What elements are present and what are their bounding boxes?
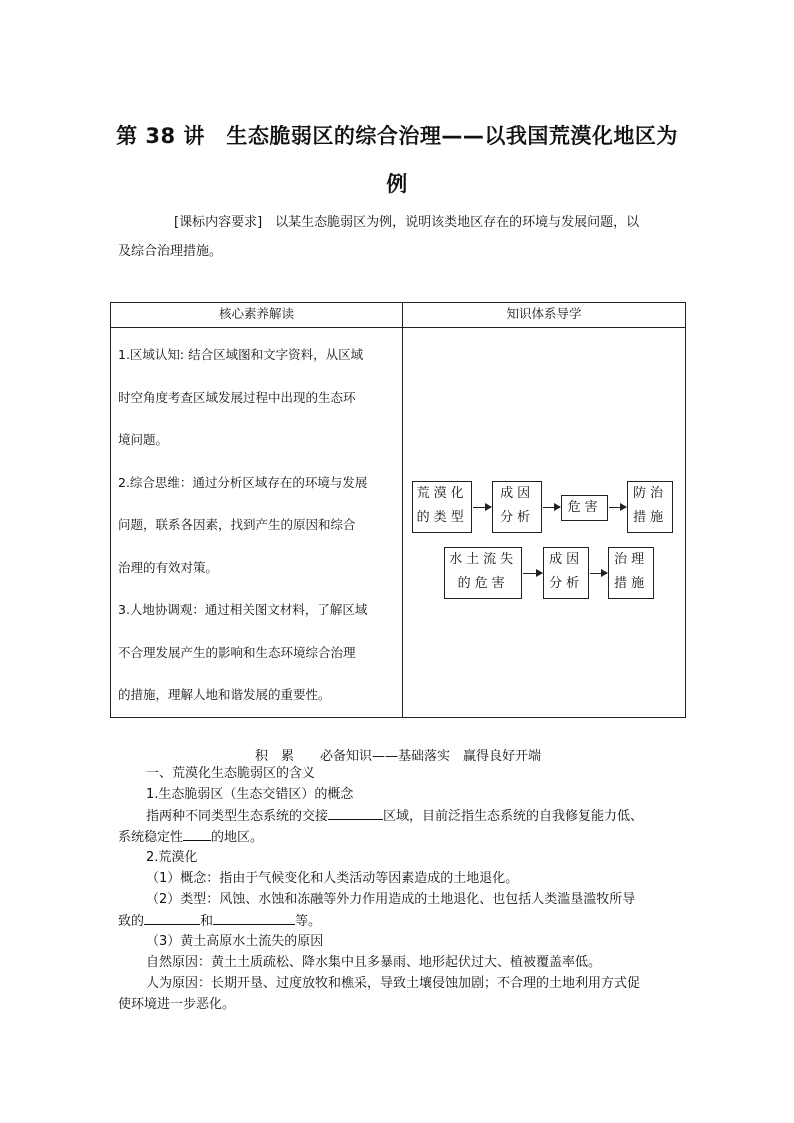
flow-box-text: 成因 — [500, 486, 535, 501]
literacy-line: 治理的有效对策。 — [118, 559, 219, 575]
paragraph-line — [118, 911, 686, 932]
heading-1: 一、荒漠化生态脆弱区的含义 — [146, 766, 316, 781]
paragraph-line — [118, 806, 686, 827]
paragraph-line: （1）概念：指由于气候变化和人类活动等因素造成的土地退化。 — [146, 871, 519, 886]
table-header-core-literacy: 核心素养解读 — [111, 303, 403, 328]
literacy-line: 3.人地协调观：通过相关图文材料，了解区域 — [118, 602, 368, 617]
fill-blank[interactable] — [183, 827, 211, 841]
literacy-line: 2.综合思维：通过分析区域存在的环境与发展 — [118, 474, 368, 490]
literacy-line: 不合理发展产生的影响和生态环境综合治理 — [118, 644, 356, 660]
flow-box-text: 措施 — [633, 510, 668, 525]
text-span: 致的 — [118, 914, 145, 929]
title-line-1: 第 38 讲 生态脆弱区的综合治理——以我国荒漠化地区为 — [116, 124, 678, 148]
flow-box-soil-erosion-harm — [444, 547, 522, 599]
paragraph-types-2 — [118, 911, 686, 932]
fill-blank[interactable] — [144, 911, 200, 925]
page-title — [110, 112, 684, 208]
title-line-2: 例 — [386, 172, 408, 196]
flow-box-text: 防治 — [633, 486, 668, 501]
knowledge-diagram-cell — [403, 328, 686, 718]
flow-box-treatment — [608, 547, 654, 599]
literacy-line: 问题，联系各因素，找到产生的原因和综合 — [118, 517, 356, 532]
literacy-table — [110, 302, 686, 718]
flow-box-harm — [561, 495, 608, 521]
flow-box-prevention — [627, 481, 673, 533]
literacy-line: 1.区域认知: 结合区域图和文字资料，从区域 — [118, 347, 364, 362]
flow-box-text: 措施 — [614, 576, 649, 591]
flow-arrow — [543, 507, 560, 508]
heading-meaning — [118, 764, 686, 784]
text-span: 和 — [200, 914, 214, 929]
fill-blank[interactable] — [328, 806, 383, 820]
text-span: 系统稳定性 — [118, 830, 184, 845]
flow-arrow — [609, 507, 626, 508]
flow-box-text: 成因 — [549, 552, 584, 567]
paragraph-line: （3）黄土高原水土流失的原因 — [146, 934, 324, 949]
flow-box-text: 的类型 — [416, 510, 468, 525]
literacy-line: 境问题。 — [118, 432, 169, 447]
paragraph-line: 人为原因：长期开垦、过度放牧和樵采，导致土壤侵蚀加剧；不合理的土地利用方式促 — [146, 976, 641, 991]
requirement-line-1: [课标内容要求] 以某生态脆弱区为例，说明该类地区存在的环境与发展问题，以 — [174, 215, 640, 230]
table-header-knowledge-system: 知识体系导学 — [403, 303, 686, 328]
heading-1-1: 1.生态脆弱区（生态交错区）的概念 — [146, 787, 354, 802]
flow-box-cause-analysis-2 — [543, 547, 589, 599]
paragraph-line: （2）类型：风蚀、水蚀和冻融等外力作用造成的土地退化、也包括人类滥垦滥牧所导 — [146, 892, 636, 907]
flow-box-text: 危害 — [567, 500, 602, 515]
paragraph-human-2 — [118, 995, 686, 1015]
paragraph-natural — [118, 953, 686, 973]
paragraph-concept — [118, 806, 686, 827]
literacy-line: 时空角度考查区域发展过程中出现的生态环 — [118, 389, 356, 405]
flow-box-cause-analysis — [492, 481, 542, 533]
flow-arrow — [590, 573, 607, 574]
text-span: 指两种不同类型生态系统的交接 — [146, 809, 329, 824]
text-span: 等。 — [295, 914, 322, 929]
requirement-line-2: 及综合治理措施。 — [118, 244, 223, 259]
flow-box-text: 的危害 — [457, 576, 509, 591]
flow-box-text: 分析 — [500, 510, 535, 525]
paragraph-types — [118, 890, 686, 910]
flow-arrow — [473, 507, 491, 508]
paragraph-concept-2 — [118, 827, 686, 848]
paragraph-human — [118, 974, 686, 994]
text-span: 的地区。 — [211, 830, 264, 845]
flow-box-text: 治理 — [614, 552, 649, 567]
flow-box-text: 水土流失 — [449, 552, 518, 567]
heading-loess — [118, 932, 686, 952]
paragraph-line — [118, 827, 686, 848]
heading-2: 2.荒漠化 — [146, 850, 198, 865]
paragraph-line: 自然原因：黄土土质疏松、降水集中且多暴雨、地形起伏过大、植被覆盖率低。 — [146, 955, 602, 970]
heading-desertification — [118, 848, 686, 868]
curriculum-requirement — [118, 208, 684, 266]
heading-concept — [118, 785, 686, 805]
flow-box-desertification-types — [412, 481, 472, 533]
fill-blank[interactable] — [213, 911, 295, 925]
text-span: 区域，目前泛指生态系统的自我修复能力低、 — [383, 809, 644, 824]
section-header: 积 累 必备知识——基础落实 赢得良好开端 — [254, 749, 541, 764]
paragraph-definition — [118, 869, 686, 889]
flow-arrow — [523, 573, 542, 574]
core-literacy-cell — [111, 328, 403, 718]
literacy-line: 的措施，理解人地和谐发展的重要性。 — [118, 687, 331, 702]
flow-box-text: 分析 — [549, 576, 584, 591]
paragraph-line: 使环境进一步恶化。 — [118, 997, 236, 1012]
flow-box-text: 荒漠化 — [416, 486, 468, 501]
